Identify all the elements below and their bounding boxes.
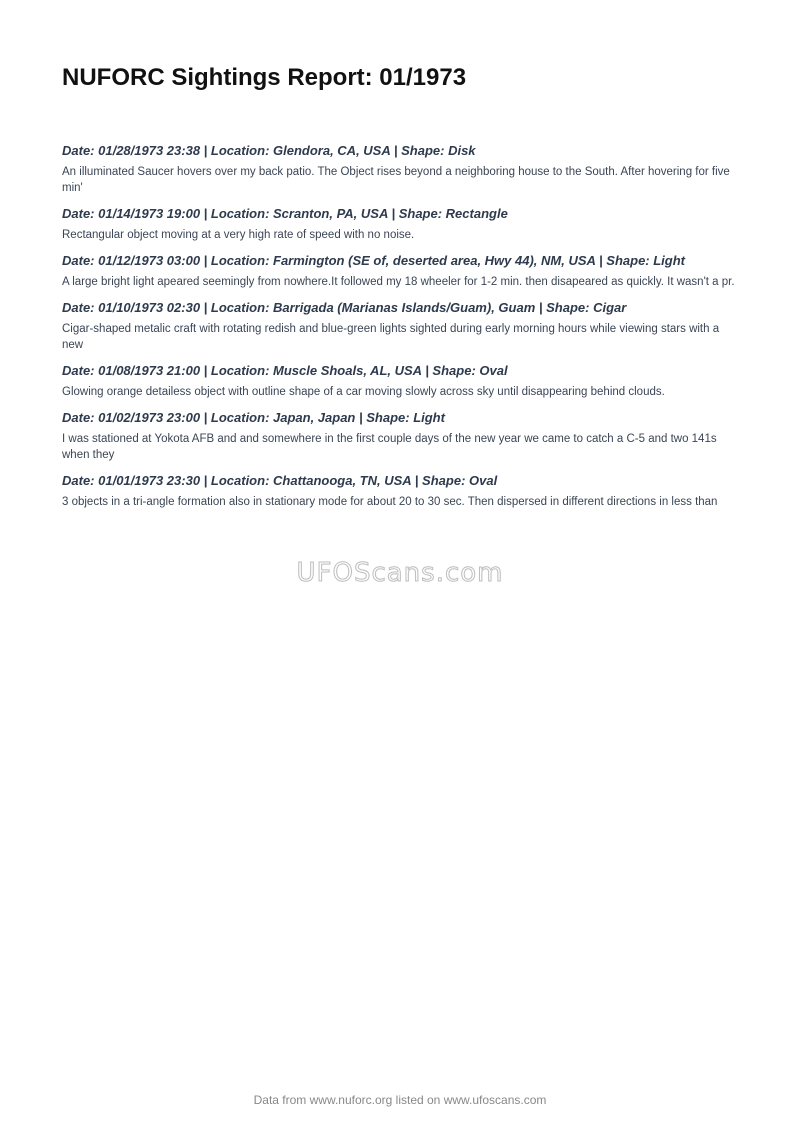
sighting-entry (62, 252, 738, 290)
sightings-list (62, 142, 738, 519)
sighting-description: An illuminated Saucer hovers over my back patio. The Object rises beyond a neighboring house to the South. After hovering for five min' (62, 166, 730, 194)
sighting-entry (62, 142, 738, 196)
sighting-header: Date: 01/08/1973 21:00 | Location: Muscle Shoals, AL, USA | Shape: Oval (62, 363, 508, 378)
sighting-entry (62, 205, 738, 243)
sighting-header: Date: 01/28/1973 23:38 | Location: Glendora, CA, USA | Shape: Disk (62, 143, 476, 158)
sighting-entry (62, 472, 738, 510)
sighting-description: A large bright light apeared seemingly from nowhere.It followed my 18 wheeler for 1-2 min. then disapeared as quickly. It wasn't a pr. (62, 276, 735, 288)
watermark: UFOScans.com (296, 558, 504, 588)
sighting-entry (62, 409, 738, 463)
sighting-description: Rectangular object moving at a very high rate of speed with no noise. (62, 229, 415, 241)
sighting-header: Date: 01/01/1973 23:30 | Location: Chattanooga, TN, USA | Shape: Oval (62, 473, 498, 488)
sighting-header: Date: 01/02/1973 23:00 | Location: Japan, Japan | Shape: Light (62, 410, 445, 425)
sighting-header: Date: 01/12/1973 03:00 | Location: Farmington (SE of, deserted area, Hwy 44), NM, USA | Shape: Light (62, 253, 686, 268)
sighting-description: Cigar-shaped metalic craft with rotating redish and blue-green lights sighted during early morning hours while viewing stars with a new (62, 323, 720, 351)
sighting-description: 3 objects in a tri-angle formation also in stationary mode for about 20 to 30 sec. Then dispersed in different directions in less than (62, 496, 718, 508)
sighting-header: Date: 01/14/1973 19:00 | Location: Scranton, PA, USA | Shape: Rectangle (62, 206, 508, 221)
sighting-entry (62, 362, 738, 400)
footer-text: Data from www.nuforc.org listed on www.ufoscans.com (253, 1093, 547, 1107)
page-title: NUFORC Sightings Report: 01/1973 (62, 64, 467, 91)
sighting-description: Glowing orange detailess object with outline shape of a car moving slowly across sky until disappearing behind clouds. (62, 386, 665, 398)
sighting-header: Date: 01/10/1973 02:30 | Location: Barrigada (Marianas Islands/Guam), Guam | Shape: Cigar (62, 300, 627, 315)
sighting-entry (62, 299, 738, 353)
sighting-description: I was stationed at Yokota AFB and and somewhere in the first couple days of the new year we came to catch a C-5 and two 141s when they (62, 433, 717, 461)
